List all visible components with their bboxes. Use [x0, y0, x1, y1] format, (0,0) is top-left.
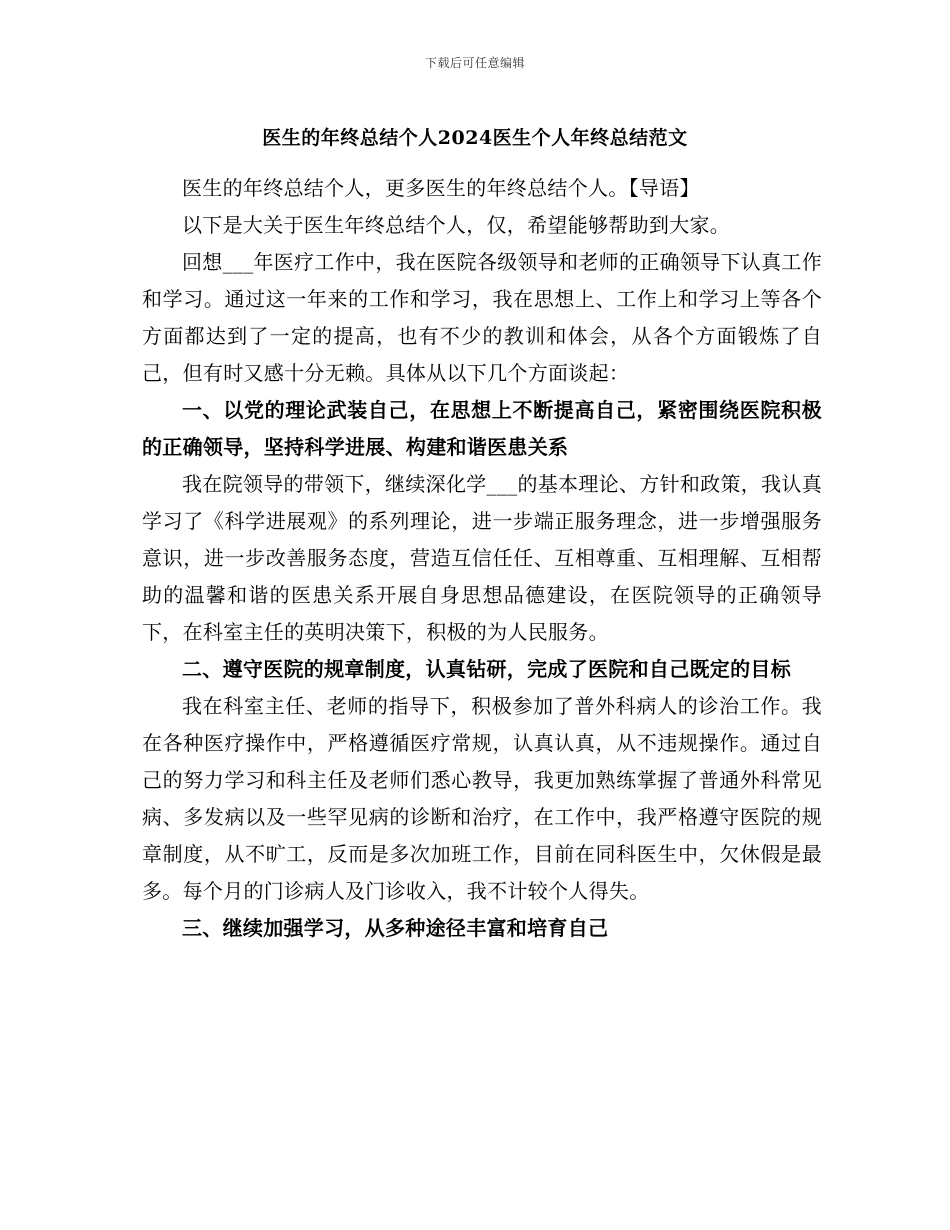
- document-body: [142, 170, 822, 947]
- intro-paragraph: 医生的年终总结个人，更多医生的年终总结个人。【导语】: [182, 176, 700, 200]
- header-note: 下载后可任意编辑: [424, 56, 525, 70]
- body-paragraph: 我在科室主任、老师的指导下，积极参加了普外科病人的诊治工作。我在各种医疗操作中，严格遵循医疗常规，认真认真，从不违规操作。通过自己的努力学习和科主任及老师们悉心教导，我更加熟练掌握了普通外科常见病、多发病以及一些罕见病的诊断和治疗，在工作中，我严格遵守医院的规章制度，从不旷工，反而是多次加班工作，目前在同科医生中，欠休假是最多。每个月的门诊病人及门诊收入，我不计较个人得失。: [142, 694, 822, 903]
- document-title: 医生的年终总结个人2024医生个人年终总结范文: [262, 127, 688, 149]
- section-heading-2: 二、遵守医院的规章制度，认真钻研，完成了医院和自己既定的目标: [182, 657, 791, 681]
- body-paragraph: 回想___年医疗工作中，我在医院各级领导和老师的正确领导下认真工作和学习。通过这一年来的工作和学习，我在思想上、工作上和学习上等各个方面都达到了一定的提高，也有不少的教训和体会，从各个方面锻炼了自己，但有时又感十分无赖。具体从以下几个方面谈起：: [142, 250, 822, 385]
- body-paragraph: 我在院领导的带领下，继续深化学___的基本理论、方针和政策，我认真学习了《科学进展观》的系列理论，进一步端正服务理念，进一步增强服务意识，进一步改善服务态度，营造互信任任、互相尊重、互相理解、互相帮助的温馨和谐的医患关系开展自身思想品德建设，在医院领导的正确领导下，在科室主任的英明决策下，积极的为人民服务。: [142, 472, 822, 644]
- section-heading-3: 三、继续加强学习，从多种途径丰富和培育自己: [182, 916, 609, 940]
- section-heading-1: 一、以党的理论武装自己，在思想上不断提高自己，紧密围绕医院积极的正确领导，坚持科学进展、构建和谐医患关系: [142, 398, 822, 459]
- intro-paragraph: 以下是大关于医生年终总结个人，仅，希望能够帮助到大家。: [182, 213, 731, 237]
